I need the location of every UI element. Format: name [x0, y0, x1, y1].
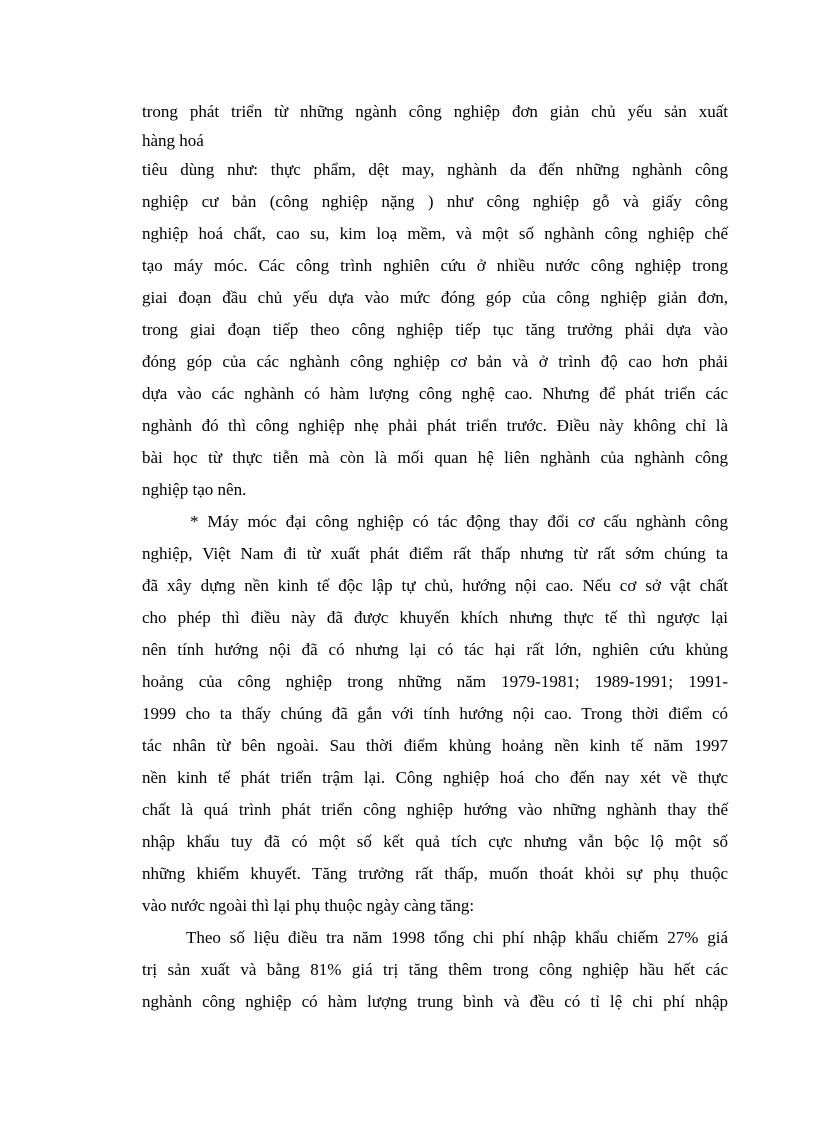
text-line: nghiệp hoá chất, cao su, kim loạ mềm, và một số nghành công nghiệp chế [142, 224, 728, 243]
text-line: nghành đó thì công nghiệp nhẹ phải phát triển trước. Điều này không chỉ là [142, 416, 728, 435]
text-line: nghành công nghiệp có hàm lượng trung bình và đều có tỉ lệ chi phí nhập [142, 992, 728, 1011]
text-line: Theo số liệu điều tra năm 1998 tổng chi phí nhập khẩu chiếm 27% giá [186, 928, 728, 947]
paragraph-1 [142, 96, 728, 154]
text-line: nghiệp cư bản (công nghiệp nặng ) như công nghiệp gỗ và giấy công [142, 192, 728, 211]
text-line: tiêu dùng như: thực phẩm, dệt may, nghành da đến những nghành công [142, 160, 728, 179]
text-line: nghiệp, Việt Nam đi từ xuất phát điểm rất thấp nhưng từ rất sớm chúng ta [142, 544, 728, 563]
paragraph-3 [142, 506, 728, 922]
text-line: tác nhân từ bên ngoài. Sau thời điểm khủng hoảng nền kinh tế năm 1997 [142, 736, 728, 755]
text-line: đóng góp của các nghành công nghiệp cơ bản và ở trình độ cao hơn phải [142, 352, 728, 371]
text-line: trị sản xuất và bằng 81% giá trị tăng thêm trong công nghiệp hầu hết các [142, 960, 728, 979]
text-line: nên tính hướng nội đã có nhưng lại có tác hại rất lớn, nghiên cứu khủng [142, 640, 728, 659]
text-line: hoảng của công nghiệp trong những năm 1979-1981; 1989-1991; 1991- [142, 672, 728, 691]
text-line: trong phát triển từ những ngành công nghiệp đơn giản chủ yếu sản xuất [142, 102, 728, 121]
text-line: trong giai đoạn tiếp theo công nghiệp tiếp tục tăng trưởng phải dựa vào [142, 320, 728, 339]
text-line: đã xây dựng nền kinh tế độc lập tự chủ, hướng nội cao. Nếu cơ sở vật chất [142, 576, 728, 595]
text-line: dựa vào các nghành có hàm lượng công nghệ cao. Nhưng để phát triển các [142, 384, 728, 403]
text-line: những khiếm khuyết. Tăng trưởng rất thấp, muốn thoát khỏi sự phụ thuộc [142, 864, 728, 883]
paragraph-4 [142, 922, 728, 1018]
paragraph-2 [142, 154, 728, 506]
text-line: chất là quá trình phát triển công nghiệp hướng vào những nghành thay thế [142, 800, 728, 819]
text-line: nền kinh tế phát triển trậm lại. Công nghiệp hoá cho đến nay xét về thực [142, 768, 728, 787]
text-line: cho phép thì điều này đã được khuyến khích nhưng thực tế thì ngược lại [142, 608, 728, 627]
text-line: giai đoạn đầu chủ yếu dựa vào mức đóng góp của công nghiệp giản đơn, [142, 288, 728, 307]
text-line: hàng hoá [142, 131, 204, 150]
text-line: tạo máy móc. Các công trình nghiên cứu ở nhiều nước công nghiệp trong [142, 256, 728, 275]
text-line: 1999 cho ta thấy chúng đã gắn với tính hướng nội cao. Trong thời điểm có [142, 704, 728, 723]
text-line: bài học từ thực tiễn mà còn là mối quan hệ liên nghành của nghành công [142, 448, 728, 467]
document-body [142, 96, 728, 1018]
text-line: nghiệp tạo nên. [142, 480, 247, 499]
text-line: vào nước ngoài thì lại phụ thuộc ngày càng tăng: [142, 896, 475, 915]
text-line: nhập khẩu tuy đã có một số kết quả tích cực nhưng vẫn bộc lộ một số [142, 832, 728, 851]
text-line: * Máy móc đại công nghiệp có tác động thay đổi cơ cấu nghành công [190, 512, 728, 531]
